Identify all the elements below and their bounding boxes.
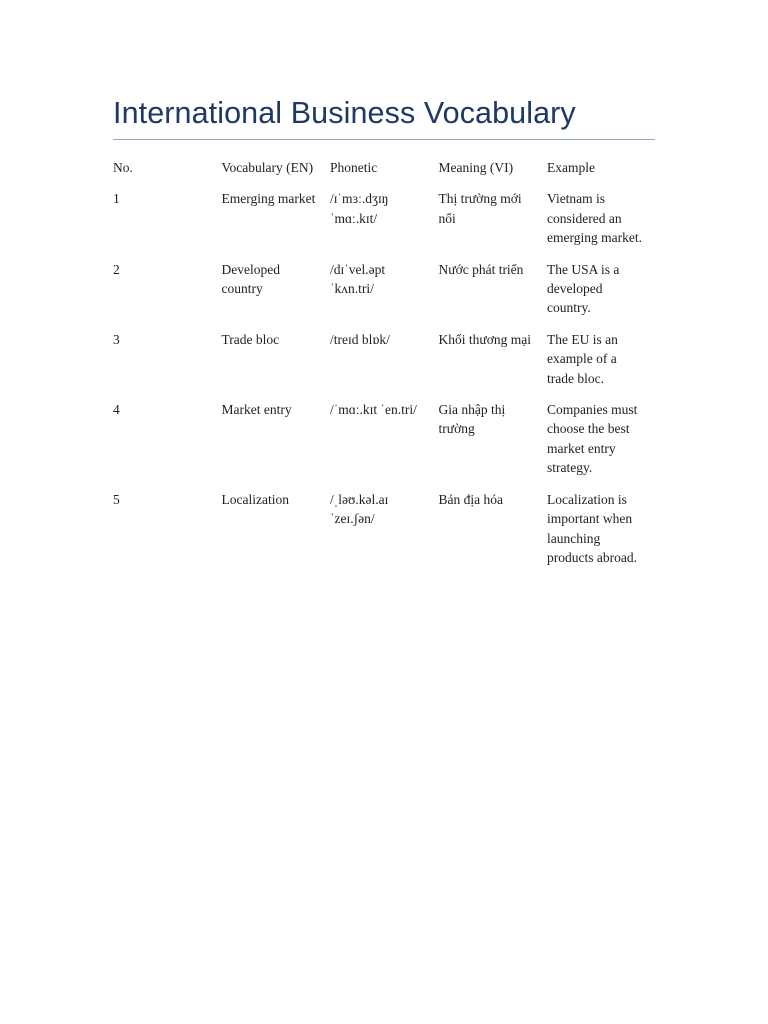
cell-vocabulary: Localization: [221, 491, 289, 507]
title-underline: [113, 139, 655, 140]
cell-example: Localization is important when launching products abroad.: [547, 491, 637, 565]
cell-no: 5: [113, 491, 120, 507]
cell-vocabulary: Market entry: [221, 402, 292, 418]
cell-meaning: Nước phát triển: [438, 261, 524, 277]
vocabulary-table: [113, 158, 655, 579]
table-row: [113, 260, 655, 330]
cell-vocabulary: Trade bloc: [221, 331, 280, 347]
header-no: No.: [113, 160, 133, 175]
table-header-row: [113, 158, 655, 189]
table-row: [113, 400, 655, 490]
cell-no: 4: [113, 402, 120, 418]
cell-phonetic: /ˈmɑː.kɪt ˈen.tri/: [330, 402, 417, 418]
table-row: [113, 490, 655, 580]
cell-meaning: Khối thương mại: [438, 331, 531, 347]
cell-no: 1: [113, 191, 120, 207]
header-phonetic: Phonetic: [330, 160, 378, 175]
cell-example: Companies must choose the best market entry strategy.: [547, 402, 638, 476]
cell-example: The USA is a developed country.: [547, 261, 620, 316]
cell-vocabulary: Developed country: [221, 261, 280, 297]
cell-no: 3: [113, 331, 120, 347]
cell-example: The EU is an example of a trade bloc.: [547, 331, 618, 386]
cell-no: 2: [113, 261, 120, 277]
header-meaning: Meaning (VI): [438, 160, 514, 175]
page-title: International Business Vocabulary: [113, 96, 576, 130]
cell-phonetic: /ˌləʊ.kəl.aɪˈzeɪ.ʃən/: [330, 491, 389, 527]
cell-phonetic: /ɪˈmɜː.dʒɪŋ ˈmɑː.kɪt/: [330, 191, 389, 226]
cell-example: Vietnam is considered an emerging market.: [547, 191, 642, 246]
cell-vocabulary: Emerging market: [221, 191, 316, 207]
cell-meaning: Gia nhập thị trường: [438, 402, 506, 437]
table-row: [113, 189, 655, 259]
cell-phonetic: /treɪd blɒk/: [330, 331, 390, 347]
cell-meaning: Bản địa hóa: [438, 491, 503, 507]
cell-meaning: Thị trường mới nổi: [438, 191, 522, 226]
table-row: [113, 330, 655, 400]
cell-phonetic: /dɪˈvel.əpt ˈkʌn.tri/: [330, 261, 386, 297]
header-example: Example: [547, 160, 595, 175]
header-vocabulary: Vocabulary (EN): [221, 160, 314, 175]
